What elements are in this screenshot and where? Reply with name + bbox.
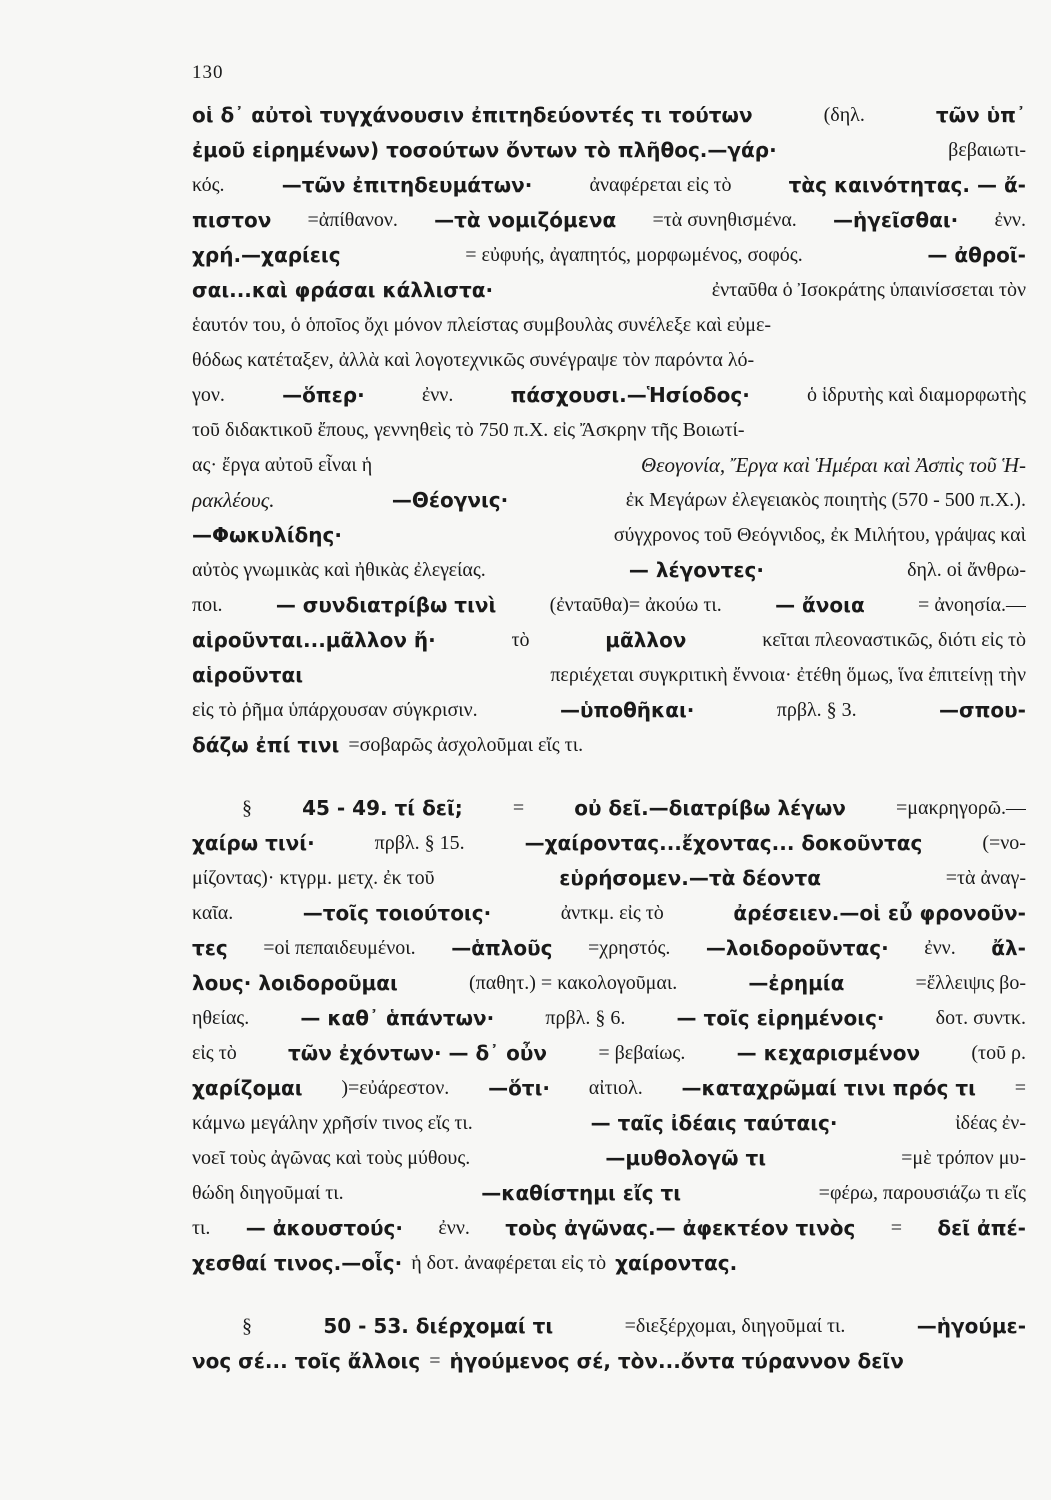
bold-term: χαρίζομαι: [192, 1076, 303, 1100]
plain-text: =: [1014, 1077, 1026, 1099]
text-line: [192, 1176, 1026, 1211]
text-line: [192, 1246, 1026, 1281]
plain-text: (δηλ.: [823, 104, 865, 126]
body-text: [192, 98, 1026, 1379]
text-line: [192, 273, 1026, 308]
plain-text: σύγχρονος τοῦ Θεόγνιδος, ἐκ Μιλήτου, γράψας καὶ: [613, 524, 1026, 546]
text-line: [192, 413, 1026, 448]
plain-text: (ἐνταῦθα)= ἀκούω τι.: [549, 594, 722, 616]
bold-term: —ἁπλοῦς: [451, 936, 553, 960]
plain-text: κεῖται πλεοναστικῶς, διότι εἰς τὸ: [762, 629, 1026, 651]
bold-term: —σπου-: [939, 698, 1026, 722]
plain-text: = ἀνοησία.—: [918, 594, 1026, 616]
plain-text: αἰτιολ.: [588, 1077, 643, 1099]
bold-term: εὑρήσομεν.—τὰ δέοντα: [559, 866, 822, 890]
plain-text: αὐτὸς γνωμικὰς καὶ ἠθικὰς ἐλεγείας.: [192, 559, 486, 581]
plain-text: γον.: [192, 384, 225, 406]
text-line: [192, 378, 1026, 413]
bold-term: —χαίροντας...ἔχοντας... δοκοῦντας: [524, 831, 923, 855]
plain-text: ἡ δοτ. ἀναφέρεται εἰς τὸ: [411, 1252, 607, 1274]
bold-term: χαίρω τινί·: [192, 831, 315, 855]
plain-text: κός.: [192, 174, 225, 196]
bold-term: οὐ δεῖ.—διατρίβω λέγων: [574, 796, 846, 820]
plain-text: =σοβαρῶς ἀσχολοῦμαι εἴς τι.: [348, 734, 584, 756]
paragraph: [192, 98, 1026, 763]
bold-term: — συνδιατρίβω τινὶ: [275, 593, 497, 617]
bold-term: — ἀθροῖ-: [927, 243, 1026, 267]
plain-text: =ἀπίθανον.: [307, 209, 398, 231]
text-line: [192, 791, 1026, 826]
bold-term: —ἡγούμε-: [916, 1314, 1026, 1338]
plain-text: ἐνν.: [438, 1217, 470, 1239]
plain-text: )=εὐάρεστον.: [341, 1077, 450, 1099]
plain-text: τοῦ διδακτικοῦ ἔπους, γεννηθεὶς τὸ 750 π.Χ. εἰς Ἄσκρην τῆς Βοιωτί-: [192, 419, 745, 441]
bold-term: —μυθολογῶ τι: [605, 1146, 767, 1170]
bold-term: ἡγούμενος σέ, τὸν...ὄντα τύραννον δεῖν: [449, 1349, 904, 1373]
bold-term: ἐμοῦ εἰρημένων) τοσούτων ὄντων τὸ πλῆθος.—γάρ·: [192, 138, 777, 162]
text-line: [192, 826, 1026, 861]
bold-term: τῶν ὑπ᾽: [935, 103, 1026, 127]
bold-term: χεσθαί τινος.—οἷς·: [192, 1251, 403, 1275]
text-line: [192, 98, 1026, 133]
bold-term: —ἐρημία: [748, 971, 845, 995]
text-line: [192, 1071, 1026, 1106]
plain-text: =μὲ τρόπον μυ-: [901, 1147, 1026, 1169]
text-line: [192, 896, 1026, 931]
plain-text: δοτ. συντκ.: [935, 1007, 1026, 1029]
text-line: [192, 658, 1026, 693]
plain-text: θόδως κατέταξεν, ἀλλὰ καὶ λογοτεχνικῶς συνέγραψε τὸν παρόντα λό-: [192, 349, 755, 371]
text-line: [192, 1344, 1026, 1379]
bold-term: — κεχαρισμένον: [736, 1041, 921, 1065]
bold-term: τοὺς ἀγῶνας.— ἀφεκτέον τινὸς: [505, 1216, 856, 1240]
plain-text: κάμνω μεγάλην χρῆσίν τινος εἴς τι.: [192, 1112, 473, 1134]
italic-title: Θεογονία, Ἔργα καὶ Ἡμέραι καὶ Ἀσπὶς τοῦ Ἡ-: [641, 453, 1026, 477]
bold-term: οἱ δ᾽ αὐτοὶ τυγχάνουσιν ἐπιτηδεύοντές τι τούτων: [192, 103, 753, 127]
bold-term: λους· λοιδοροῦμαι: [192, 971, 398, 995]
plain-text: ηθείας.: [192, 1007, 250, 1029]
text-line: [192, 518, 1026, 553]
text-line: [192, 448, 1026, 483]
bold-term: —ἡγεῖσθαι·: [833, 208, 959, 232]
text-line: [192, 1309, 1026, 1344]
plain-text: εἰς τὸ ῥῆμα ὑπάρχουσαν σύγκρισιν.: [192, 699, 478, 721]
text-line: [192, 623, 1026, 658]
text-line: [192, 308, 1026, 343]
bold-term: ἀρέσειεν.—οἱ εὖ φρονοῦν-: [733, 901, 1026, 925]
text-line: [192, 1211, 1026, 1246]
plain-text: =: [429, 1350, 441, 1372]
plain-text: (παθητ.) = κακολογοῦμαι.: [468, 972, 678, 994]
text-line: [192, 693, 1026, 728]
bold-term: —τῶν ἐπιτηδευμάτων·: [281, 173, 533, 197]
bold-term: αἱροῦνται...μᾶλλον ἤ·: [192, 628, 436, 652]
text-line: [192, 553, 1026, 588]
plain-text: =: [890, 1217, 902, 1239]
bold-term: μᾶλλον: [605, 628, 687, 652]
bold-term: —καταχρῶμαί τινι πρός τι: [681, 1076, 976, 1100]
plain-text: πρβλ. § 15.: [374, 832, 465, 854]
bold-term: δάζω ἐπί τινι: [192, 733, 340, 757]
plain-text: ἐκ Μεγάρων ἐλεγειακὸς ποιητὴς (570 - 500 π.Χ.).: [625, 489, 1026, 511]
plain-text: (τοῦ ρ.: [971, 1042, 1026, 1064]
bold-term: — καθ᾽ ἁπάντων·: [300, 1006, 495, 1030]
plain-text: ἀντκμ. εἰς τὸ: [560, 902, 664, 924]
plain-text: = εὐφυής, ἀγαπητός, μορφωμένος, σοφός.: [465, 244, 803, 266]
plain-text: =οἱ πεπαιδευμένοι.: [263, 937, 416, 959]
paragraph: [192, 791, 1026, 1281]
plain-text: καῖα.: [192, 902, 234, 924]
plain-text: θώδη διηγοῦμαί τι.: [192, 1182, 344, 1204]
plain-text: εἰς τὸ: [192, 1042, 237, 1064]
text-line: [192, 483, 1026, 518]
bold-term: αἱροῦνται: [192, 663, 304, 687]
plain-text: βεβαιωτι-: [948, 139, 1026, 161]
bold-term: —καθίστημι εἴς τι: [481, 1181, 682, 1205]
plain-text: περιέχεται συγκριτικὴ ἔννοια· ἐτέθη ὅμως, ἵνα ἐπιτείνῃ τὴν: [550, 664, 1026, 686]
plain-text: =φέρω, παρουσιάζω τι εἴς: [818, 1182, 1026, 1204]
plain-text: ἐνν.: [421, 384, 454, 406]
plain-text: =τὰ ἀναγ-: [945, 867, 1026, 889]
text-line: [192, 861, 1026, 896]
bold-term: —Φωκυλίδης·: [192, 523, 342, 547]
bold-term: —λοιδοροῦντας·: [705, 936, 889, 960]
text-line: [192, 1036, 1026, 1071]
plain-text: =διεξέρχομαι, διηγοῦμαί τι.: [624, 1315, 846, 1337]
bold-term: χρή.—χαρίεις: [192, 243, 341, 267]
plain-text: (=νο-: [982, 832, 1026, 854]
plain-text: ἑαυτόν του, ὁ ὁποῖος ὄχι μόνον πλείστας συμβουλὰς συνέλεξε καὶ εὐμε-: [192, 314, 772, 336]
bold-term: — τοῖς εἰρημένοις·: [676, 1006, 885, 1030]
text-line: [192, 931, 1026, 966]
plain-text: ἐνν.: [924, 937, 956, 959]
bold-term: —ὑποθῆκαι·: [560, 698, 695, 722]
bold-term: νος σέ... τοῖς ἄλλοις: [192, 1349, 421, 1373]
bold-term: τὰς καινότητας. — ἄ-: [788, 173, 1026, 197]
plain-text: =: [512, 797, 525, 819]
bold-term: 50 - 53. διέρχομαί τι: [323, 1314, 554, 1338]
bold-term: —τὰ νομιζόμενα: [434, 208, 617, 232]
bold-term: —ὅπερ·: [282, 383, 365, 407]
plain-text: ἰδέας ἐν-: [955, 1112, 1026, 1134]
text-line: [192, 1141, 1026, 1176]
bold-term: 45 - 49. τί δεῖ;: [302, 796, 463, 820]
bold-term: —τοῖς τοιούτοις·: [302, 901, 492, 925]
text-line: [192, 966, 1026, 1001]
page-number: 130: [192, 62, 224, 83]
text-line: [192, 728, 1026, 763]
paragraph: [192, 1309, 1026, 1379]
text-line: [192, 238, 1026, 273]
plain-text: πρβλ. § 6.: [545, 1007, 626, 1029]
plain-text: ἐνταῦθα ὁ Ἰσοκράτης ὑπαινίσσεται τὸν: [711, 279, 1026, 301]
text-line: [192, 1001, 1026, 1036]
bold-term: χαίροντας.: [615, 1251, 738, 1275]
bold-term: σαι...καὶ φράσαι κάλλιστα·: [192, 278, 494, 302]
plain-text: §: [242, 797, 252, 819]
text-line: [192, 168, 1026, 203]
bold-term: —ὅτι·: [488, 1076, 550, 1100]
plain-text: ποι.: [192, 594, 223, 616]
plain-text: ὁ ἱδρυτὴς καὶ διαμορφωτὴς: [807, 384, 1026, 406]
bold-term: — ἄνοια: [775, 593, 865, 617]
bold-term: —Θέογνις·: [391, 488, 509, 512]
bold-term: τες: [192, 936, 228, 960]
bold-term: ἄλ-: [991, 936, 1026, 960]
plain-text: ας· ἔργα αὐτοῦ εἶναι ἡ: [192, 454, 373, 476]
plain-text: =μακρηγορῶ.—: [896, 797, 1026, 819]
plain-text: = βεβαίως.: [598, 1042, 686, 1064]
plain-text: μίζοντας)· κτγρμ. μετχ. ἐκ τοῦ: [192, 867, 435, 889]
text-line: [192, 203, 1026, 238]
italic-title: ρακλέους.: [192, 488, 275, 512]
plain-text: δηλ. οἱ ἄνθρω-: [907, 559, 1026, 581]
plain-text: τὸ: [511, 629, 530, 651]
bold-term: — ἀκουστούς·: [245, 1216, 403, 1240]
text-line: [192, 588, 1026, 623]
plain-text: =ἔλλειψις βο-: [915, 972, 1026, 994]
plain-text: =χρηστός.: [588, 937, 671, 959]
bold-term: — λέγοντες·: [628, 558, 764, 582]
text-line: [192, 1106, 1026, 1141]
bold-term: δεῖ ἀπέ-: [937, 1216, 1026, 1240]
plain-text: νοεῖ τοὺς ἀγῶνας καὶ τοὺς μύθους.: [192, 1147, 471, 1169]
plain-text: §: [242, 1315, 252, 1337]
plain-text: τι.: [192, 1217, 211, 1239]
plain-text: ἐνν.: [994, 209, 1026, 231]
bold-term: πιστον: [192, 208, 272, 232]
plain-text: ἀναφέρεται εἰς τὸ: [589, 174, 732, 196]
text-line: [192, 343, 1026, 378]
plain-text: =τὰ συνηθισμένα.: [652, 209, 797, 231]
bold-term: — ταῖς ἰδέαις ταύταις·: [590, 1111, 838, 1135]
bold-term: τῶν ἐχόντων· — δ᾽ οὖν: [288, 1041, 548, 1065]
bold-term: πάσχουσι.—Ἡσίοδος·: [510, 383, 750, 407]
text-line: [192, 133, 1026, 168]
plain-text: πρβλ. § 3.: [776, 699, 857, 721]
